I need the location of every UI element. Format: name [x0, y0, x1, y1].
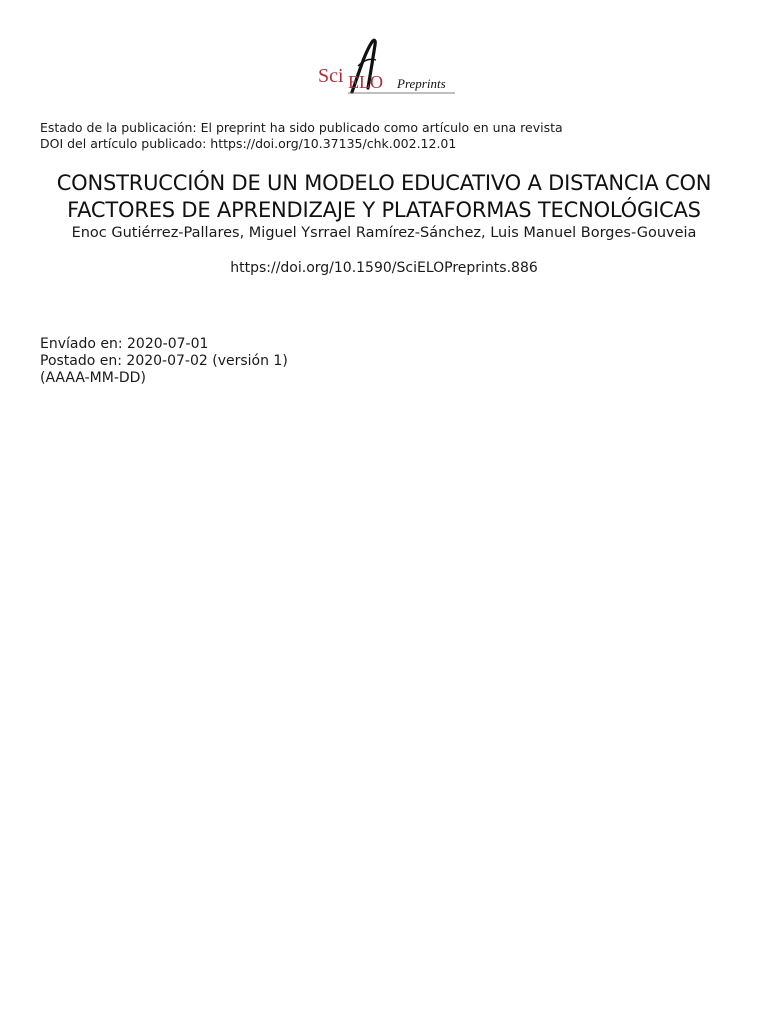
publication-status-line: Estado de la publicación: El preprint ha sido publicado como artículo en una revista: [40, 120, 563, 135]
published-doi-line: DOI del artículo publicado: https://doi.org/10.37135/chk.002.12.01: [40, 135, 457, 151]
article-header: [40, 170, 728, 277]
logo-sci-text: Sci: [318, 65, 344, 87]
submission-dates: [40, 336, 288, 387]
article-authors: Enoc Gutiérrez-Pallares, Miguel Ysrrael Ramírez-Sánchez, Luis Manuel Borges-Gouveia: [71, 225, 697, 241]
preprint-doi-link[interactable]: https://doi.org/10.1590/SciELOPreprints.886: [230, 260, 538, 276]
logo-preprints-text: Preprints: [397, 76, 446, 91]
logo-elo-text: ELO: [348, 72, 383, 92]
scielo-preprints-logo: [312, 36, 462, 98]
submitted-date: Envíado en: 2020-07-01: [40, 336, 209, 352]
publication-status: [40, 120, 563, 151]
posted-date: Postado en: 2020-07-02 (versión 1): [40, 353, 288, 369]
article-title: CONSTRUCCIÓN DE UN MODELO EDUCATIVO A DISTANCIA CON FACTORES DE APRENDIZAJE Y PLATAFORMAS TECNOLÓGICAS: [56, 171, 712, 222]
date-format-note: (AAAA-MM-DD): [40, 370, 146, 386]
